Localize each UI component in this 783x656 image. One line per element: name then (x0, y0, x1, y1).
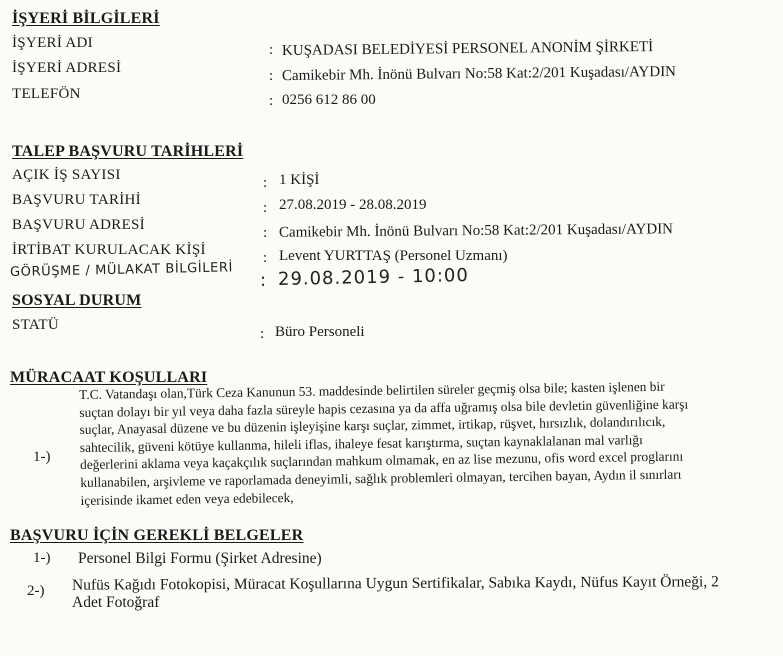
section-heading-documents: BAŞVURU İÇİN GEREKLİ BELGELER (10, 527, 304, 544)
conditions-paragraph (79, 377, 761, 510)
conditions-line: içerisinde ikamet eden veya edebilecek, (80, 489, 294, 508)
colon: : (263, 175, 268, 191)
document-item-1: Personel Bilgi Formu (Şirket Adresine) (78, 550, 322, 567)
label-contact-person: İRTİBAT KURULACAK KİŞİ (12, 242, 206, 258)
document-number-2: 2-) (27, 583, 45, 599)
colon: : (263, 250, 268, 266)
conditions-line: T.C. Vatandaşı olan,Türk Ceza Kanunun 53. maddesinde belirtilen süreler geçmiş olsa bile; kasten işlenen bir (79, 378, 665, 402)
handwritten-interview-label: GÖRÜŞME / MÜLAKAT BİLGİLERİ (9, 260, 234, 280)
conditions-line: suçtan dolayı bir yıl veya daha fazla süreyle hapis cezasına ya da affa uğramış olsa bile devletin güvenliğine karşı (79, 396, 689, 420)
value-application-address: Camikebir Mh. İnönü Bulvarı No:58 Kat:2/201 Kuşadası/AYDIN (278, 221, 674, 241)
colon: : (269, 42, 274, 58)
section-heading-social: SOSYAL DURUM (12, 292, 142, 309)
colon: : (260, 326, 265, 342)
label-employer-name: İŞYERİ ADI (12, 35, 93, 51)
colon: : (263, 200, 268, 216)
section-heading-application: TALEP BAŞVURU TARİHLERİ (12, 143, 244, 160)
value-contact-person: Levent YURTTAŞ (Personel Uzmanı) (279, 248, 508, 264)
conditions-line: sahtecilik, güveni kötüye kullanma, hileli iflas, ihaleye fesat karıştırma, suçtan kaynaklalanan mal varlığı (79, 431, 643, 455)
label-application-address: BAŞVURU ADRESİ (12, 217, 145, 233)
conditions-line: değerlerini aklama veya kaçakçılık suçlarından mahkum olmamak, en az lise mezunu, ofis word excel proglarını (79, 448, 684, 473)
value-employer-address: Camikebir Mh. İnönü Bulvarı No:58 Kat:2/201 Kuşadası/AYDIN (281, 63, 677, 85)
colon: : (269, 93, 274, 109)
value-status: Büro Personeli (275, 324, 365, 340)
label-phone: TELEFÖN (12, 86, 81, 102)
document-item-2-line2: Adet Fotoğraf (72, 594, 160, 611)
value-open-positions: 1 KİŞİ (279, 172, 320, 188)
colon: : (259, 269, 268, 291)
colon: : (263, 225, 268, 241)
conditions-line: kullanabilen, arşivleme ve raporlamada deneyimli, sağlık problemleri olmayan, tercihen bayan, Aydın il sınırları (80, 466, 682, 490)
document-item-2-line1: Nufüs Kağıdı Fotokopisi, Müracat Koşullarına Uygun Sertifikalar, Sabıka Kaydı, Nüfus Kayıt Örneği, 2 (71, 573, 719, 594)
condition-number: 1-) (33, 449, 51, 465)
value-phone: 0256 612 86 00 (282, 92, 376, 108)
handwritten-interview-date: 29.08.2019 - 10:00 (277, 265, 470, 290)
value-employer-name: KUŞADASI BELEDİYESİ PERSONEL ANONİM ŞİRKETİ (281, 39, 654, 59)
section-heading-conditions: MÜRACAAT KOŞULLARI (10, 369, 208, 386)
colon: : (269, 68, 274, 84)
label-employer-address: İŞYERİ ADRESİ (12, 60, 122, 76)
label-status: STATÜ (12, 317, 59, 333)
label-application-date: BAŞVURU TARİHİ (12, 192, 141, 208)
document-number-1: 1-) (33, 550, 51, 566)
label-open-positions: AÇIK İŞ SAYISI (12, 167, 121, 183)
value-application-date: 27.08.2019 - 28.08.2019 (279, 197, 427, 213)
conditions-line: suçlar, Anayasal düzene ve bu düzenin işleyişine karşı suçlar, zimmet, irtikap, rüşvet, hırsızlık, dolandırılıcık, (79, 414, 666, 438)
section-heading-employer: İŞYERİ BİLGİLERİ (12, 10, 160, 27)
